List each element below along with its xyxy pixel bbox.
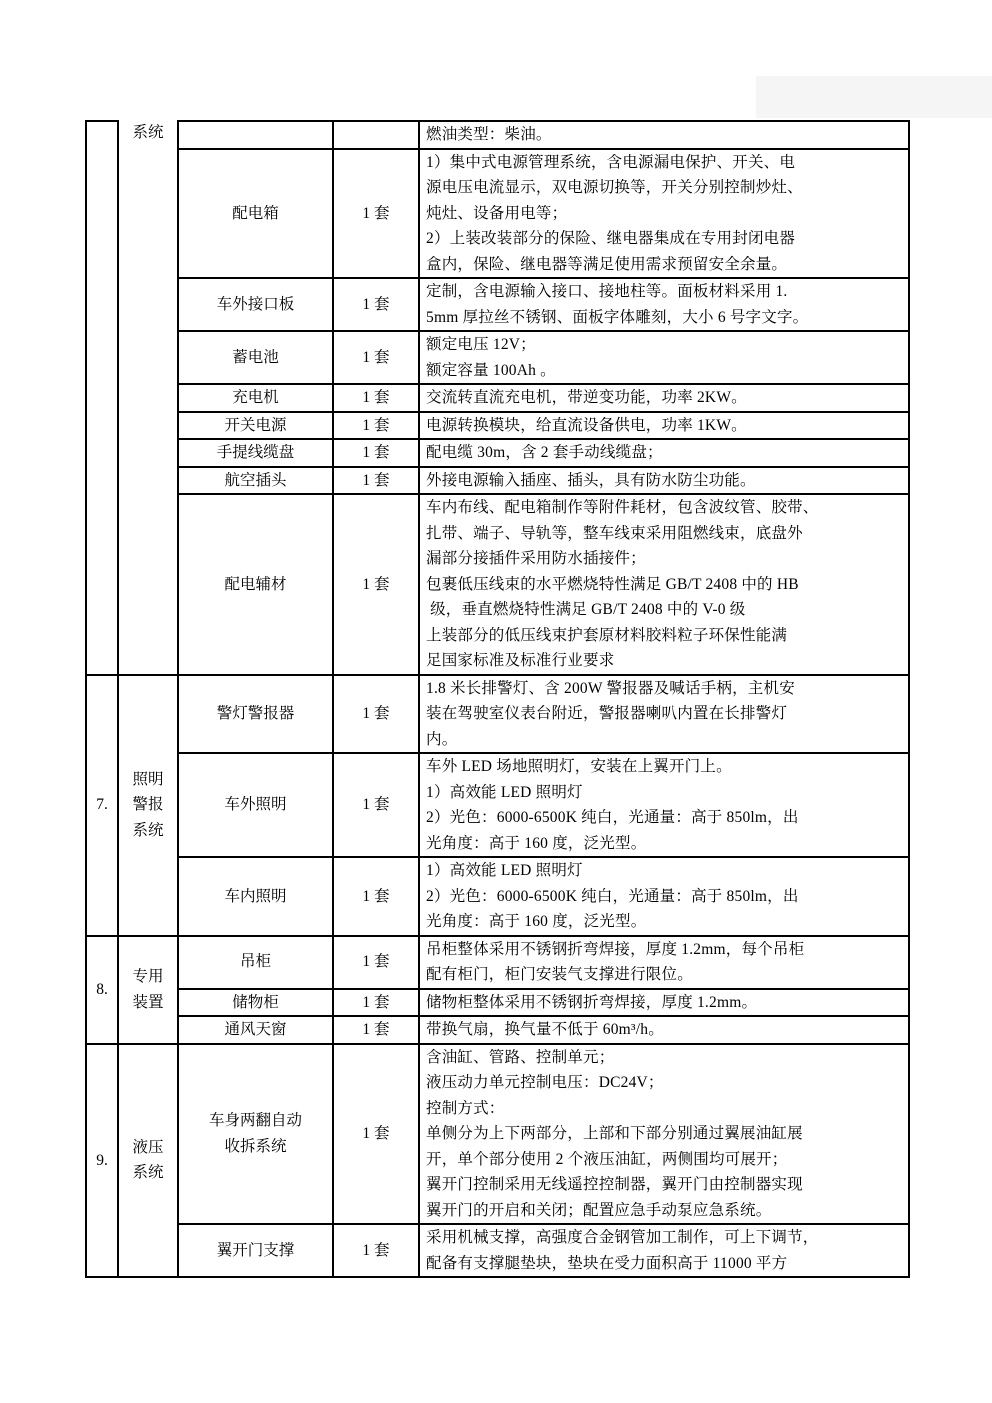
table-row (179, 122, 908, 148)
item-cell (179, 385, 334, 411)
spec-line: 源电压电流显示，双电源切换等，开关分别控制炒灶、 (426, 179, 803, 196)
spec-line: 盒内，保险、继电器等满足使用需求预留安全余量。 (426, 255, 788, 273)
spec-line: 足国家标准及标准行业要求 (426, 652, 615, 669)
spec-cell (420, 150, 908, 278)
spec-line: 定制，含电源输入接口、接地柱等。面板材料采用 1. (426, 283, 788, 300)
spec-line: 漏部分接插件采用防水插接件； (426, 550, 646, 567)
qty-cell (334, 385, 420, 411)
spec-cell (420, 1045, 908, 1224)
spec-cell (420, 1017, 908, 1043)
qty-value: 1 套 (362, 1241, 390, 1259)
item-cell (179, 754, 334, 856)
qty-value: 1 套 (362, 1125, 390, 1142)
spec-line: 光角度：高于 160 度，泛光型。 (426, 834, 647, 852)
spec-line: 包裹低压线束的水平燃烧特性满足 GB/T 2408 中的 HB (426, 575, 799, 593)
qty-cell (334, 1225, 420, 1276)
item-cell (179, 858, 334, 935)
table-section (87, 674, 908, 935)
table-section (87, 935, 908, 1043)
qty-value: 1 套 (362, 887, 390, 905)
category-line: 专用 (132, 968, 164, 985)
qty-value: 1 套 (362, 444, 390, 461)
spec-line: 配备有支撑腿垫块，垫块在受力面积高于 11000 平方 (426, 1254, 788, 1272)
spec-cell (420, 1225, 908, 1276)
qty-cell (334, 495, 420, 674)
spec-line: 交流转直流充电机，带逆变功能，功率 2KW。 (426, 389, 747, 406)
category-cell (119, 1045, 179, 1277)
item-cell (179, 279, 334, 330)
spec-line: 1.8 米长排警灯、含 200W 警报器及喊话手柄，主机安 (426, 679, 795, 697)
item-name-line: 储物柜 (232, 993, 279, 1011)
spec-cell (420, 468, 908, 494)
table-row (179, 466, 908, 494)
spec-line: 上装部分的低压线束护套原材料胶料粒子环保性能满 (426, 626, 788, 644)
item-cell (179, 150, 334, 278)
table-row (179, 856, 908, 935)
spec-cell (420, 279, 908, 330)
item-cell (179, 413, 334, 439)
item-name-line: 车身两翻自动 (208, 1112, 302, 1130)
item-cell (179, 122, 334, 148)
item-cell (179, 332, 334, 383)
item-cell (179, 440, 334, 466)
item-cell (179, 1225, 334, 1276)
item-name-line: 充电机 (232, 389, 279, 406)
qty-value: 1 套 (362, 705, 390, 722)
item-name-line: 收拆系统 (224, 1137, 287, 1155)
qty-cell (334, 937, 420, 988)
item-name-line: 手提线缆盘 (216, 444, 295, 461)
spec-line: 2）光色：6000-6500K 纯白，光通量：高于 850lm，出 (426, 809, 799, 826)
spec-line: 级，垂直燃烧特性满足 GB/T 2408 中的 V-0 级 (426, 601, 746, 618)
table-row (179, 277, 908, 330)
table-section (87, 120, 908, 674)
item-cell (179, 676, 334, 753)
item-cell (179, 937, 334, 988)
qty-cell (334, 440, 420, 466)
spec-cell (420, 937, 908, 988)
spec-line: 单侧分为上下两部分，上部和下部分别通过翼展油缸展 (426, 1125, 803, 1142)
spec-line: 1）高效能 LED 照明灯 (426, 783, 583, 801)
spec-line: 外接电源输入插座、插头，具有防水防尘功能。 (426, 471, 756, 489)
row-number: 9. (96, 1151, 108, 1169)
spec-cell (420, 676, 908, 753)
item-name-line: 航空插头 (224, 471, 287, 489)
qty-cell (334, 1017, 420, 1043)
table-row (179, 1015, 908, 1043)
category-line: 装置 (132, 993, 164, 1011)
spec-line: 翼开门的开启和关闭；配置应急手动泵应急系统。 (426, 1201, 772, 1219)
row-number: 8. (96, 980, 108, 998)
spec-line: 控制方式： (426, 1099, 505, 1117)
spec-line: 车内布线、配电箱制作等附件耗材，包含波纹管、胶带、 (426, 499, 819, 516)
spec-line: 储物柜整体采用不锈钢折弯焊接，厚度 1.2mm。 (426, 993, 758, 1011)
qty-cell (334, 754, 420, 856)
row-number: 7. (96, 796, 108, 814)
item-name-line: 配电箱 (232, 204, 279, 222)
section-rows (179, 1045, 908, 1277)
table-row (179, 493, 908, 674)
spec-line: 车外 LED 场地照明灯，安装在上翼开门上。 (426, 758, 732, 775)
spec-cell (420, 385, 908, 411)
spec-line: 光角度：高于 160 度，泛光型。 (426, 913, 647, 930)
table-row (179, 1223, 908, 1276)
item-name-line: 车外接口板 (216, 295, 295, 313)
section-rows (179, 676, 908, 935)
spec-line: 配电缆 30m，含 2 套手动线缆盘； (426, 444, 663, 461)
table-row (179, 937, 908, 988)
qty-value: 1 套 (362, 953, 390, 971)
spec-line: 开，单个部分使用 2 个液压油缸，两侧围均可展开； (426, 1150, 788, 1168)
item-cell (179, 1017, 334, 1043)
spec-line: 燃油类型：柴油。 (426, 126, 552, 143)
item-name-line: 开关电源 (224, 416, 287, 434)
table-row (179, 148, 908, 278)
table-row (179, 330, 908, 383)
qty-value: 1 套 (362, 348, 390, 366)
item-name-line: 车外照明 (224, 796, 287, 814)
spec-line: 装在驾驶室仪表台附近，警报器喇叭内置在长排警灯 (426, 705, 788, 722)
category-line: 液压 (132, 1138, 164, 1156)
spec-cell (420, 858, 908, 935)
item-name-line: 吊柜 (239, 953, 271, 971)
spec-line: 5mm 厚拉丝不锈钢、面板字体雕刻，大小 6 号字文字。 (426, 308, 809, 326)
spec-line: 配有柜门，柜门安装气支撑进行限位。 (426, 966, 693, 983)
spec-line: 翼开门控制采用无线遥控控制器，翼开门由控制器实现 (426, 1176, 803, 1193)
table-row (179, 411, 908, 439)
spec-line: 内。 (426, 730, 458, 748)
spec-line: 采用机械支撑，高强度合金钢管加工制作，可上下调节， (426, 1229, 819, 1246)
category-cell (119, 676, 179, 935)
qty-value: 1 套 (362, 204, 390, 222)
category-line: 系统 (132, 124, 164, 141)
spec-line: 1）集中式电源管理系统，含电源漏电保护、开关、电 (426, 153, 796, 171)
category-line: 照明 (132, 770, 164, 788)
table-row (179, 752, 908, 856)
item-name-line: 翼开门支撑 (216, 1241, 295, 1259)
spec-line: 1）高效能 LED 照明灯 (426, 862, 583, 879)
qty-value: 1 套 (362, 1021, 390, 1038)
row-number-cell (87, 676, 119, 935)
item-name-line: 车内照明 (224, 887, 287, 905)
spec-line: 2）光色：6000-6500K 纯白，光通量：高于 850lm，出 (426, 887, 799, 905)
table-section (87, 1043, 908, 1277)
qty-cell (334, 150, 420, 278)
item-cell (179, 990, 334, 1016)
table-row (179, 1045, 908, 1224)
category-line: 警报 (132, 796, 164, 814)
qty-value: 1 套 (362, 993, 390, 1011)
spec-line: 炖灶、设备用电等； (426, 204, 568, 222)
category-cell (119, 937, 179, 1043)
item-cell (179, 495, 334, 674)
qty-value: 1 套 (362, 389, 390, 406)
spec-cell (420, 332, 908, 383)
item-name-line: 通风天窗 (224, 1021, 287, 1038)
table-row (179, 676, 908, 753)
qty-cell (334, 858, 420, 935)
spec-line: 液压动力单元控制电压：DC24V； (426, 1074, 664, 1091)
spec-line: 带换气扇，换气量不低于 60m³/h。 (426, 1021, 664, 1038)
table-row (179, 383, 908, 411)
spec-cell (420, 440, 908, 466)
category-line: 系统 (132, 1164, 164, 1182)
row-number-cell (87, 1045, 119, 1277)
item-name-line: 蓄电池 (232, 348, 279, 366)
spec-line: 扎带、端子、导轨等，整车线束采用阻燃线束，底盘外 (426, 524, 803, 542)
spec-cell (420, 413, 908, 439)
section-rows (179, 937, 908, 1043)
spec-line: 额定电压 12V； (426, 336, 536, 353)
spec-line: 电源转换模块，给直流设备供电，功率 1KW。 (426, 416, 747, 434)
qty-cell (334, 990, 420, 1016)
item-cell (179, 468, 334, 494)
row-number-cell (87, 937, 119, 1043)
item-cell (179, 1045, 334, 1224)
qty-value: 1 套 (362, 796, 390, 814)
spec-line: 2）上装改装部分的保险、继电器集成在专用封闭电器 (426, 230, 796, 247)
qty-cell (334, 1045, 420, 1224)
qty-value: 1 套 (362, 471, 390, 489)
table-row (179, 988, 908, 1016)
qty-cell (334, 332, 420, 383)
table-row (179, 438, 908, 466)
qty-cell (334, 468, 420, 494)
item-name-line: 警灯警报器 (216, 705, 295, 722)
scan-artifact (756, 76, 992, 118)
qty-cell (334, 122, 420, 148)
section-rows (179, 120, 908, 674)
item-name-line: 配电辅材 (224, 575, 287, 593)
spec-cell (420, 754, 908, 856)
category-line: 系统 (132, 821, 164, 839)
qty-cell (334, 676, 420, 753)
category-cell (119, 120, 179, 674)
qty-value: 1 套 (362, 416, 390, 434)
spec-cell (420, 122, 908, 148)
spec-line: 含油缸、管路、控制单元； (426, 1048, 615, 1066)
qty-cell (334, 413, 420, 439)
spec-table (85, 120, 910, 1278)
qty-value: 1 套 (362, 575, 390, 593)
spec-line: 额定容量 100Ah 。 (426, 361, 556, 379)
spec-line: 吊柜整体采用不锈钢折弯焊接，厚度 1.2mm，每个吊柜 (426, 940, 805, 958)
spec-cell (420, 495, 908, 674)
qty-cell (334, 279, 420, 330)
qty-value: 1 套 (362, 295, 390, 313)
spec-cell (420, 990, 908, 1016)
row-number-cell (87, 120, 119, 674)
